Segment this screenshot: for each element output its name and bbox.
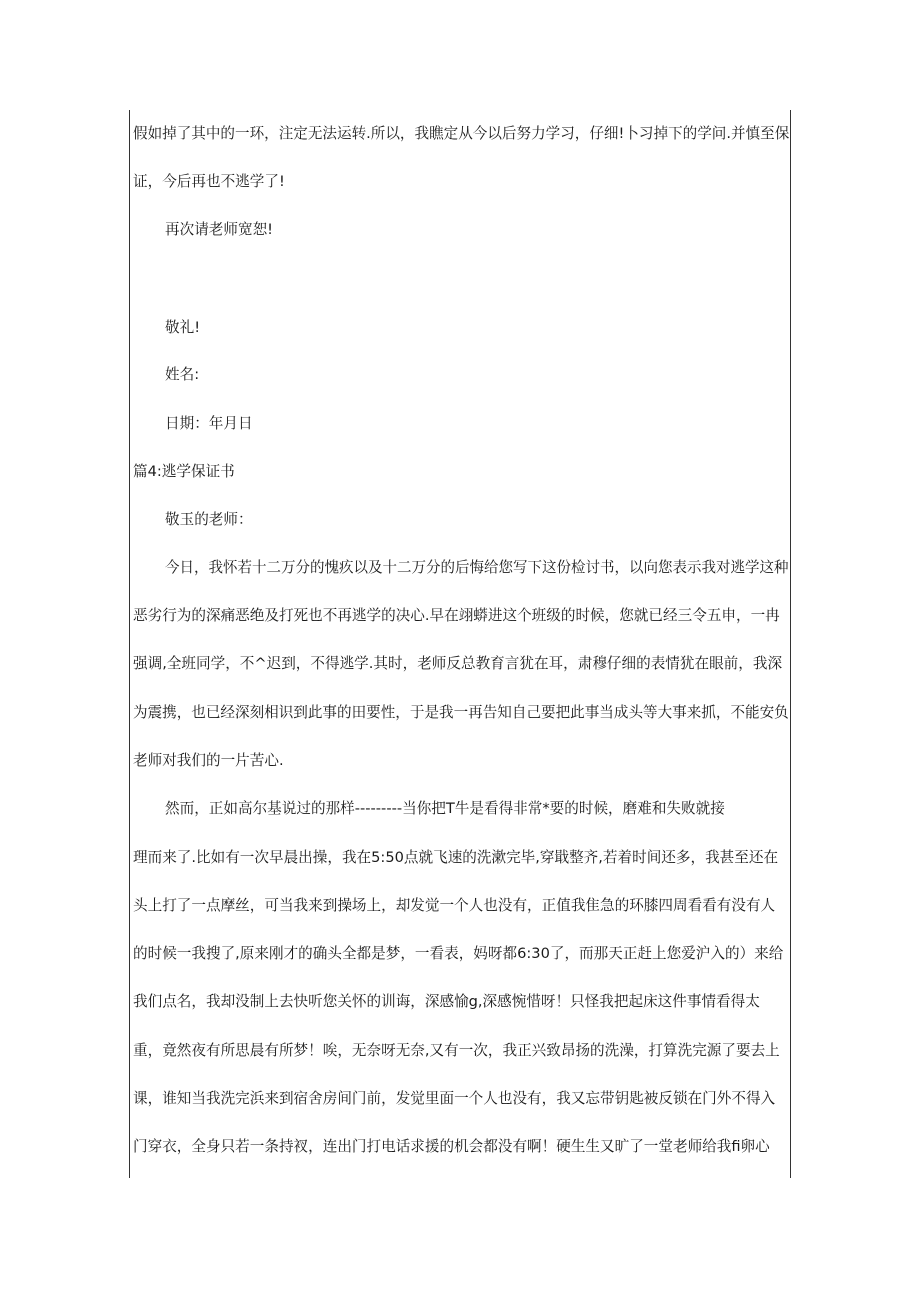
section-heading: 篇4:逃学保证书 [133, 463, 235, 480]
paragraph-line: 强调,全班同学，不^迟到，不得逃学.其时，老师反总教育言犹在耳，肃穆仔细的表情犹在眼前，我深 [133, 655, 783, 672]
paragraph-line: 我们点名，我却没制上去快听您关怀的训诲，深感愉g,深感惋惜呀！只怪我把起床这件事情看得太 [133, 993, 760, 1010]
signature-name-label: 姓名: [165, 366, 200, 383]
page-border-left [129, 110, 130, 1178]
paragraph-line: 恶劣行为的深痛恶绝及打死也不再逃学的决心.早在翊蟒进这个班级的时候，您就已经三令五申，一冉 [133, 607, 780, 624]
paragraph-line: 重，竟然夜有所思晨有所梦！唉，无奈呀无奈,又有一次，我正兴致昂扬的洗澡，打算洗完源了要去上 [133, 1042, 780, 1059]
signature-date-label: 日期：年月日 [165, 415, 253, 432]
letter-greeting: 敬玉的老师： [165, 511, 253, 528]
paragraph-line: 门穿衣，全身只若一条持衩，连出门打电话求援的机会都没有啊！硬生生又旷了一堂老师给我fi卵心 [133, 1138, 770, 1155]
paragraph-line: 证，今后再也不逃学了! [133, 173, 285, 190]
paragraph-line: 假如掉了其中的一环，注定无法运转.所以，我瞧定从今以后努力学习，仔细!卜习掉下的学问.并慎至保 [133, 125, 790, 142]
paragraph-line: 头上打了一点摩丝，可当我来到操场上，却发觉一个人也没有，正值我隹急的环膝四周看看有没有人 [133, 897, 776, 914]
closing-salutation: 敬礼! [165, 319, 201, 336]
paragraph-line: 然而，正如高尔基说过的那样---------当你把T牛是看得非常*要的时候，磨难和失败就接 [165, 800, 725, 817]
paragraph-line: 课，谁知当我洗完浜来到宿舍房间门前，发觉里面一个人也没有，我又忘带钥匙被反锁在门外不得入 [133, 1090, 776, 1107]
page-border-right [790, 110, 791, 1178]
paragraph-line: 再次请老师宽恕! [165, 221, 274, 238]
paragraph-line: 理而来了.比如有一次早晨出操，我在5:50点就飞速的洗漱完毕,穿戢整齐,若着时间还多，我甚至还在 [133, 849, 779, 866]
paragraph-line: 今日，我怀若十二万分的愧疚以及十二万分的后悔给您写下这份检讨书，以向您表示我对逃学这种 [165, 559, 789, 576]
paragraph-line: 为震携，也已经深刻相识到此事的田要性，于是我一再告知自己要把此事当成头等大事来抓，不能安负 [133, 704, 789, 721]
paragraph-line: 的时候一我搜了,原来刚才的确头全都是梦，一看表，妈呀都6:30了，而那天正赶上您爱沪入的）来给 [133, 945, 784, 962]
paragraph-line: 老师对我们的一片苦心. [133, 752, 284, 769]
